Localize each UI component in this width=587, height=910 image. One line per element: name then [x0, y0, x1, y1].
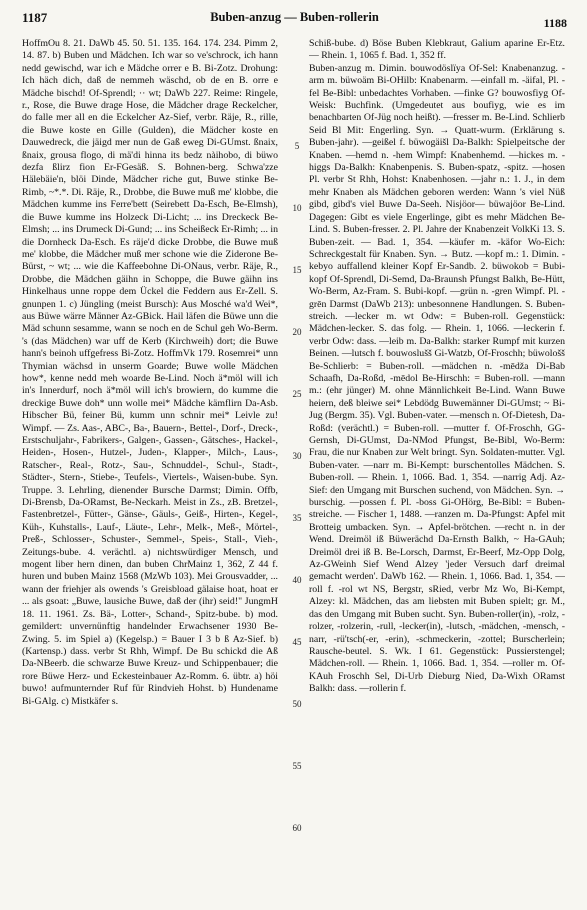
right-column-text-continuation: Schiß-bube. d) Böse Buben Klebkraut, Galium aparine Er-Etz. — Rhein. 1, 1065 f. Bad. 1, 352 ff. [309, 38, 565, 62]
running-title: Buben-anzug — Buben-rollerin [210, 10, 379, 24]
line-number: 50 [292, 699, 302, 709]
left-column [22, 38, 278, 900]
right-column-text-entry: Buben-anzug m. Dimin. bouwodöslïya Of-Sel: Knabenanzug. -arm m. büwoäm Bi-OHilb: Knabenarm. —einfall m. -äifal, Pl. -fel Be-Bibl: unbedachtes Vorhaben. —finke G? bouwosfiyg Of-Weisk: Buchfink. (Umgedeutet aus boufiyg, wie es im benachbarten Of-Jüg noch heißt). —fresser m. Be-Lind. Schlierb Seid Bl Mit: Engerling. Syn. → Quatt-wurm. (Erklärung s. Buben-jahr). —geißel f. büwogäišl Da-Balkh: Spielpeitsche der Knaben. —hemd n. -hem Wimpf: Knabenhemd. —hickes m. -higgs Da-Balkh: Knabenpenis. S. Buben-spatz, -spitz. —hosen Pl. verbr St Rhh, Hohst: Knabenhosen. —jahr n.: 1. J., in dem mehr Knaben als Mädchen geboren werden: Wann 's viel Nüß gibd, gibd's viel Buwe Da-Seeh. Nisjöor— büwajöor Be-Lind. Dagegen: Gibt es viele Engerlinge, gibt es mehr Mädchen Be-Lind. S. Buben-fresser. 2. Pl. Jahre der Knabenzeit VolkKi 13. S. Buben-zeit. — Bad. 1, 354. —käufer m. -käfor Wo-Eich: Schreckgestalt für Knaben. Syn. → Butz. —kopf m.: 1. Dimin. -kebyo auffallend kleiner Kopf Er-Sandb. 2. büwokob = Bubi-kopf Of-Sprendl, Di-Semd, Da-Braunsh Pfungst Balkh, Be-Hütt, Wo-Berm, Az-Fram. S. Bubi-kopf. —grün n. -gren Wimpf. Pl. -grēn Darmst (DaWb 213): unbesonnene Handlungen. S. Buben-streich. —lecker m. wt Odw: = Buben-roll. Gegenstück: Mädchen-lecker. S. das folg. — Rhein. 1, 1066. —leckerin f. verbr Odw: dass. —leib m. Da-Balkh: starker Rumpf mit kurzen Beinen. —lutsch f. bouwoslušš Gi-Watzb, Of-Froschh; büwološš Be-Schlierb: = Buben-roll. —mädchen n. -mēdža Di-Bab Schaafh, Da-Roßd, -mēdol Be-Hirschh: = Buben-roll. —mann m.: (ehr jünger) M. ohne Männlichkeit Be-Lind. Wann Buwe heiern, deß bleiwe sei* Lebdödg Buwemänner Di-GUmst; ~ Bi-Jug (Bergm. 35). Vgl. Buben-vater. —mensch n. Of-Dietesh, Da-Roßd: (verächtl.) = Buben-roll. —mutter f. Of-Froschh, GG-Gernsh, Di-GUmst, Da-NMod Pfungst, Be-Bibl, Wo-Berm: Frau, die nur Knaben zur Welt bringt. Syn. Soldaten-mutter. Vgl. Buben-vater. —narr m. Bi-Kempt: burschentolles Mädchen. S. Buben-roll. — Rhein. 1, 1066. Bad. 1, 354. —narrig Adj. Az-Sief: den Umgang mit Burschen suchend, von Mädchen. Syn. → burschig. —possen f. Pl. -boss Gi-OHörg, Be-Bibl: = Buben-streiche. — Fischer 1, 1488. —ranzen m. Da-Pfungst: Apfel mit Brotteig umbacken. Syn. → Apfel-brötchen. —recht n. in der Wend. Dreimöl iß Büwerächd Da-Ernsth Balkh, ~ Ha-GAuh; Dreimöl drei iß B. Be-Lorsch, Darmst, Er-Beerf, Mz-Opp Dolg, Az-GWeinh Sief Wend Alzey 'jeder Versuch darf dreimal gemacht werden'. DaWb 162. — Rhein. 1, 1066. Bad. 1, 354. —roll f. -rol wt NS, Bergstr, sRied, verbr Mz Wo, Bi-Kempt, Alzey: kl. Mädchen, das am liebsten mit Buben spielt; gr. M., das den Umgang mit Buben sucht. Syn. Buben-roller(in), -rolz, -rolzer, -rolzerin, -rull, -lecker(in), -lutsch, -mädchen, -mensch, -narr, -rü'tsch(-er, -erin), -schmeckerin, -zottel; Burscherlein; Rausche-beutel. S. Wk. I 61. Gegenstück: Pussierstengel; Mädchen-roll. — Rhein. 1, 1066. Bad. 1, 354. —roller m. Of-KAuh Froschh Sel, Di-Urb Dieburg Nied, Da-Wixh ORamst Balkh: dass. —rollerin f. [309, 62, 565, 695]
line-number: 60 [292, 823, 302, 833]
left-column-text: HoffmOu 8. 21. DaWb 45. 50. 51. 135. 164. 174. 234. Pimm 2, 14. 87. b) Buben und Mädchen. Ich war so ve'schrock, ich hann nedd gewischd, war ich e Mädche orrer e B. Bi-Zotz. Drohung: Ich häch dich, daß de nemmeh wäschd, ob de en B. orre e Mädche bischd! Of-Sprendl; ·· wt; DaWb 227. Reime: Ringele, r., Rose, die Buwe drage Hose, die Mädcher drage Reckelcher, do falle mer all en die Eckelcher Az-Sief, verbr. Räje, R., rille, die Buwe koste en Gille (Gulden), die Mädcher koste en Dauwedreck, die jäigd mer nun de Gaß eweg Di-GUmst. ßnaix, ßnaix, grousa flogo, di mä'di hinna its bedz nàihobo, di büwo dezfa ßlirz fion Er-FGesäß. S. Bohnen-berg. Schwa'zze Hälebäie'n, blöi Dinde, Mädcher riche gut, Buwe stinke Be-Rimb, ~*.*. Di. Räje, R., Drobbe, die Buwe muß me' klobbe, die Mädchen kumme ins Ferre'bett (Seirebett Da-Esch, Be-Elmsh), die Buwe kumme ins Holzeck Di-Licht; ... ins Dreckeck Be-Elmsh; ... ins Drumeck Di-Gund; ... ins Scheißeck Er-Rimh; ... in die Dornheck Da-Esch. Es räje'd dicke Drobbe, die Buwe muß me' klobbe, die Mädcher muß mer schone wie die Ziderone Be-Bürst, ~ wt; ... wie die Kaffeebohne Di-ONaus, verbr. Räje, R., Drobbe, die Mädchen gäihn in Schoppe, die Buwe gäihn ins Hinkelhaus unne roppe dem Ückel die Feddern aus Er-Zell. S. gnunpen 1. c) Jüngling (meist Bursch): Aus Mosché wa'd Wei*, aus Büwe wärre Männer Az-GBick. Hail läfen die Büwe unn die Mäd schunn sesamme, wann se noch en de Schul geh Wo-Berm. 's (das Mädchen) war uff de Kerb (Kirchweih) dort; die Buwe hann's beinoh uffgefress Bi-Zotz. HoffmVk 179. Rosemrei* unn Thymian wächsd in unserm Goarde; Buwe wolle Mädchen how*, kenne nedd meh woarde Be-Lind. Noch ä*möl will ich in's Innerdurf, noch ä*möl will ich's browiern, do kumme die dreckige Buwe doh* unn wolle mei* Mädche kämflirn Da-Asb. Hibscher Bü, feiner Bü, kumm unn schnir mei* Leivle zu! Wimpf. — Zs. Aas-, ABC-, Ba-, Bauern-, Bettel-, Dorf-, Dreck-, Erstschuljahr-, Fabrikers-, Galgen-, Gassen-, Gätsches-, Hackel-, Heiden-, Hosen-, Hutzel-, Juden-, Klapper-, Milch-, Laus-, Ratscher-, Real-, Rotz-, Sau-, Schnuddel-, Schul-, Stadt-, Städter-, Stern-, Stiebe-, Teufels-, Viertels-, Waisen-bube. Syn. Truppe. 3. Lehrling, dienender Bursche Darmst; Dimin. Offb, Di-Brensb, Da-ORamst, Be-Neckarh. Meist in Zs., zB. Bretzel-, Fastenbretzel-, Fütter-, Gänse-, Gäuls-, Geiß-, Hirten-, Kegel-, Küh-, Kuhstalls-, Lauf-, Läute-, Lehr-, Melk-, Meß-, Mörtel-, Preß-, Schlosser-, Schuster-, Semmel-, Speis-, Stall-, Vieh-, Zeitungs-bube. 4. verächtl. a) nichtswürdiger Mensch, und mogent liber hern dinen, dan buben ChrMainz 1, 362, Z 44 f. huren und buben Mainz 1568 (MzWb 103). Mei Grousvadder, ... wann der friehjer als owends 's Greisbload gälaise hoat, hoat er ... als gsoat: „Buwe, lausiche Buwe, daß der (ihr) seid!" JungmH 18. 11. 1961. Zs. Bä-, Lotter-, Schand-, Spitz-bube. b) mod. gemildert: unvernünftig handelnder Erwachsener 1930 Be-Zwing. 5. im Spiel a) (Kegelsp.) = Bauer I 3 b ß Az-Sief. b) (Kartensp.) dass. verbr St Rhh, Wimpf. De Bu schickd die Aß Da-NBeerb. die schwarze Buwe Kreuz- und Schippenbauer; die rore Büwe Herz- und Eckesteinbauer Az-Romm. 6. übtr. a) höi buwo! aufmunternder Ruf für Rindvieh Hohst. b) Hundename Bi-GAlg. c) Mistkäfer s. [22, 38, 278, 707]
line-number: 5 [294, 141, 300, 151]
margin-line-numbers [290, 38, 304, 900]
page-header [22, 8, 567, 32]
line-number: 20 [292, 327, 302, 337]
line-number: 35 [292, 513, 302, 523]
line-number: 25 [292, 389, 302, 399]
line-number: 10 [292, 203, 302, 213]
line-number: 45 [292, 637, 302, 647]
right-column [309, 38, 565, 900]
line-number: 30 [292, 451, 302, 461]
page-number-right: 1188 [543, 16, 567, 30]
line-number: 40 [292, 575, 302, 585]
line-number: 15 [292, 265, 302, 275]
page-number-left: 1187 [22, 10, 48, 25]
line-number: 55 [292, 761, 302, 771]
